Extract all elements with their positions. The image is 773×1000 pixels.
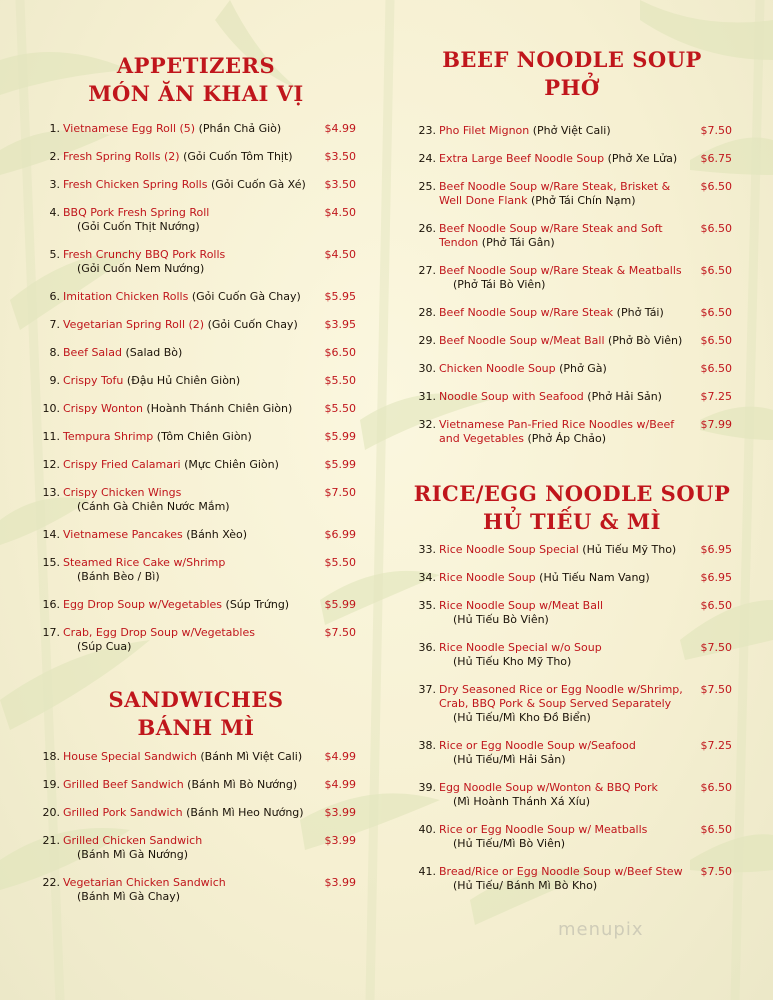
item-name-english: Rice Noodle Soup w/Meat Ball	[439, 599, 604, 612]
item-number: 28.	[418, 306, 436, 319]
item-name-english: Grilled Pork Sandwich	[63, 806, 183, 819]
item-name-english: Bread/Rice or Egg Noodle Soup w/Beef Stew	[439, 865, 683, 878]
item-description	[63, 290, 315, 304]
item-description	[63, 178, 315, 192]
item-price: $6.50	[700, 362, 732, 375]
item-name-vietnamese: (Tôm Chiên Giòn)	[153, 430, 252, 443]
item-number: 35.	[418, 599, 436, 612]
item-number: 2.	[49, 150, 60, 163]
item-description	[439, 418, 691, 446]
item-number: 24.	[418, 152, 436, 165]
item-name-english: Tempura Shrimp	[63, 430, 154, 443]
item-name-english: House Special Sandwich	[63, 750, 197, 763]
item-price: $7.25	[700, 739, 732, 752]
item-name-vietnamese: (Phở Tái Bò Viên)	[453, 278, 546, 291]
item-name-english: Chicken Noodle Soup	[439, 362, 556, 375]
menupix-watermark: menupix	[558, 919, 644, 940]
item-name-english: Grilled Beef Sandwich	[63, 778, 184, 791]
section-title-vietnamese: BÁNH MÌ	[137, 715, 255, 740]
item-number: 26.	[418, 222, 436, 235]
item-name-english: Crispy Wonton	[63, 402, 143, 415]
item-price: $6.50	[324, 346, 356, 359]
item-name-english: Rice Noodle Soup	[439, 571, 536, 584]
item-name-english: Beef Noodle Soup w/Meat Ball	[439, 334, 605, 347]
item-description	[63, 346, 315, 360]
item-number: 34.	[418, 571, 436, 584]
item-description	[439, 390, 691, 404]
item-name-vietnamese: (Gỏi Cuốn Gà Chay)	[188, 290, 301, 303]
item-name-english: Imitation Chicken Rolls	[63, 290, 189, 303]
section-title-english: SANDWICHES	[108, 687, 284, 712]
item-number: 1.	[49, 122, 60, 135]
item-name-vietnamese: (Gỏi Cuốn Tôm Thịt)	[179, 150, 293, 163]
item-name-vietnamese: (Phở Tái)	[613, 306, 664, 319]
item-number: 19.	[42, 778, 60, 791]
item-price: $3.99	[324, 876, 356, 889]
item-price: $7.50	[700, 124, 732, 137]
item-description	[63, 374, 315, 388]
item-number: 37.	[418, 683, 436, 696]
item-description	[63, 458, 315, 472]
item-name-english: Fresh Crunchy BBQ Pork Rolls	[63, 248, 226, 261]
item-name-vietnamese: (Gỏi Cuốn Gà Xé)	[207, 178, 306, 191]
item-name-vietnamese: (Mì Hoành Thánh Xá Xíu)	[453, 795, 591, 808]
item-description	[63, 206, 315, 234]
item-name-english: Beef Noodle Soup w/Rare Steak & Meatballs	[439, 264, 682, 277]
item-price: $6.50	[700, 180, 732, 193]
item-name-english: Crispy Tofu	[63, 374, 124, 387]
item-price: $3.99	[324, 806, 356, 819]
item-description	[63, 778, 315, 792]
item-name-english: Beef Salad	[63, 346, 122, 359]
section-title-english: APPETIZERS	[116, 53, 276, 78]
item-price: $6.50	[700, 823, 732, 836]
item-name-vietnamese: (Hủ Tiếu/ Bánh Mì Bò Kho)	[453, 879, 598, 892]
section-title-vietnamese: MÓN ĂN KHAI VỊ	[88, 81, 304, 106]
item-price: $6.50	[700, 334, 732, 347]
item-name-vietnamese: (Phở Việt Cali)	[529, 124, 611, 137]
item-name-english: Rice or Egg Noodle Soup w/ Meatballs	[439, 823, 648, 836]
item-description	[439, 543, 691, 557]
item-name-vietnamese: (Hủ Tiếu/Mì Bò Viên)	[453, 837, 566, 850]
item-number: 29.	[418, 334, 436, 347]
item-description	[63, 122, 315, 136]
item-name-vietnamese: (Bánh Xèo)	[182, 528, 248, 541]
item-number: 21.	[42, 834, 60, 847]
item-number: 13.	[42, 486, 60, 499]
item-price: $5.50	[324, 374, 356, 387]
item-name-english: Rice Noodle Special w/o Soup	[439, 641, 602, 654]
item-price: $3.50	[324, 150, 356, 163]
item-description	[63, 486, 315, 514]
item-price: $5.50	[324, 402, 356, 415]
item-price: $7.25	[700, 390, 732, 403]
item-description	[63, 318, 315, 332]
item-number: 38.	[418, 739, 436, 752]
item-number: 36.	[418, 641, 436, 654]
item-price: $5.95	[324, 290, 356, 303]
item-description	[439, 599, 691, 627]
section-title-vietnamese: PHỞ	[544, 75, 600, 100]
item-number: 39.	[418, 781, 436, 794]
item-number: 40.	[418, 823, 436, 836]
item-price: $7.50	[700, 641, 732, 654]
item-name-english: Grilled Chicken Sandwich	[63, 834, 203, 847]
item-number: 16.	[42, 598, 60, 611]
item-description	[63, 150, 315, 164]
item-description	[439, 362, 691, 376]
item-description	[439, 222, 691, 250]
item-name-english: Egg Noodle Soup w/Wonton & BBQ Pork	[439, 781, 658, 794]
item-description	[63, 430, 315, 444]
item-price: $6.50	[700, 264, 732, 277]
item-name-vietnamese: (Hủ Tiếu/Mì Hải Sản)	[453, 753, 566, 766]
item-number: 9.	[49, 374, 60, 387]
item-name-vietnamese: (Mực Chiên Giòn)	[180, 458, 279, 471]
item-name-vietnamese: (Phở Tái Chín Nạm)	[527, 194, 636, 207]
item-name-vietnamese: (Bánh Mì Gà Nướng)	[77, 848, 188, 861]
item-name-vietnamese: (Phần Chả Giò)	[195, 122, 282, 135]
item-price: $7.50	[700, 683, 732, 696]
item-number: 5.	[49, 248, 60, 261]
item-name-english: Crispy Fried Calamari	[63, 458, 181, 471]
item-name-english: Beef Noodle Soup w/Rare Steak and Soft Tendon	[439, 222, 663, 249]
item-name-english: Vegetarian Chicken Sandwich	[63, 876, 226, 889]
item-name-vietnamese: (Bánh Mì Việt Cali)	[196, 750, 303, 763]
item-number: 6.	[49, 290, 60, 303]
item-price: $6.50	[700, 781, 732, 794]
item-price: $7.50	[324, 486, 356, 499]
item-number: 12.	[42, 458, 60, 471]
item-name-english: Beef Noodle Soup w/Rare Steak, Brisket & Well Done Flank	[439, 180, 671, 207]
item-price: $7.50	[324, 626, 356, 639]
item-description	[439, 124, 691, 138]
item-name-vietnamese: (Phở Xe Lửa)	[604, 152, 678, 165]
item-description	[63, 834, 315, 862]
section-heading-sandwiches	[36, 686, 356, 742]
item-number: 14.	[42, 528, 60, 541]
section-heading-appetizers	[36, 52, 356, 108]
item-description	[63, 626, 315, 654]
item-description	[439, 180, 691, 208]
item-number: 33.	[418, 543, 436, 556]
item-name-vietnamese: (Gỏi Cuốn Nem Nướng)	[77, 262, 205, 275]
item-name-vietnamese: (Bánh Mì Bò Nướng)	[183, 778, 298, 791]
item-description	[439, 739, 691, 767]
item-number: 27.	[418, 264, 436, 277]
item-description	[439, 683, 691, 725]
item-name-vietnamese: (Phở Tái Gân)	[478, 236, 555, 249]
item-number: 3.	[49, 178, 60, 191]
item-name-english: Rice Noodle Soup Special	[439, 543, 579, 556]
item-price: $6.95	[700, 571, 732, 584]
item-price: $7.99	[700, 418, 732, 431]
item-name-vietnamese: (Hủ Tiếu Nam Vang)	[535, 571, 650, 584]
item-price: $4.99	[324, 750, 356, 763]
item-price: $6.50	[700, 222, 732, 235]
item-price: $4.99	[324, 778, 356, 791]
item-name-vietnamese: (Phở Áp Chảo)	[523, 432, 607, 445]
item-price: $6.50	[700, 306, 732, 319]
item-name-english: Steamed Rice Cake w/Shrimp	[63, 556, 226, 569]
item-number: 41.	[418, 865, 436, 878]
item-price: $6.95	[700, 543, 732, 556]
item-name-vietnamese: (Bánh Mì Gà Chay)	[77, 890, 181, 903]
item-name-english: Vegetarian Spring Roll (2)	[63, 318, 205, 331]
item-name-english: BBQ Pork Fresh Spring Roll	[63, 206, 210, 219]
item-name-vietnamese: (Đậu Hủ Chiên Giòn)	[123, 374, 241, 387]
item-name-vietnamese: (Hủ Tiếu/Mì Kho Đồ Biển)	[453, 711, 591, 724]
item-number: 20.	[42, 806, 60, 819]
item-price: $5.99	[324, 598, 356, 611]
item-name-english: Egg Drop Soup w/Vegetables	[63, 598, 223, 611]
item-number: 31.	[418, 390, 436, 403]
item-name-english: Vietnamese Pancakes	[63, 528, 183, 541]
item-name-english: Vietnamese Pan-Fried Rice Noodles w/Beef and Vegetables	[439, 418, 675, 445]
item-description	[63, 528, 315, 542]
item-price: $3.99	[324, 834, 356, 847]
item-name-vietnamese: (Hoành Thánh Chiên Giòn)	[142, 402, 293, 415]
item-name-vietnamese: (Hủ Tiếu Mỹ Tho)	[578, 543, 677, 556]
section-title-english: RICE/EGG NOODLE SOUP	[413, 481, 731, 506]
item-number: 15.	[42, 556, 60, 569]
item-description	[439, 823, 691, 851]
item-description	[63, 750, 315, 764]
item-name-english: Fresh Spring Rolls (2)	[63, 150, 180, 163]
item-number: 32.	[418, 418, 436, 431]
item-name-english: Fresh Chicken Spring Rolls	[63, 178, 208, 191]
item-name-english: Crispy Chicken Wings	[63, 486, 182, 499]
item-name-english: Vietnamese Egg Roll (5)	[63, 122, 196, 135]
item-description	[63, 876, 315, 904]
item-name-vietnamese: (Gỏi Cuốn Thịt Nướng)	[77, 220, 200, 233]
item-price: $3.95	[324, 318, 356, 331]
item-name-vietnamese: (Phở Bò Viên)	[604, 334, 683, 347]
item-price: $5.50	[324, 556, 356, 569]
item-name-vietnamese: (Phở Hải Sản)	[583, 390, 662, 403]
item-description	[63, 556, 315, 584]
item-number: 23.	[418, 124, 436, 137]
item-name-vietnamese: (Bánh Bèo / Bì)	[77, 570, 160, 583]
item-description	[439, 264, 691, 292]
section-title-english: BEEF NOODLE SOUP	[442, 47, 702, 72]
item-price: $6.75	[700, 152, 732, 165]
item-name-english: Extra Large Beef Noodle Soup	[439, 152, 605, 165]
item-number: 8.	[49, 346, 60, 359]
item-price: $6.99	[324, 528, 356, 541]
item-number: 11.	[42, 430, 60, 443]
item-price: $3.50	[324, 178, 356, 191]
item-number: 22.	[42, 876, 60, 889]
item-name-vietnamese: (Hủ Tiếu Kho Mỹ Tho)	[453, 655, 572, 668]
item-name-vietnamese: (Bánh Mì Heo Nướng)	[182, 806, 304, 819]
item-description	[63, 402, 315, 416]
item-price: $5.99	[324, 458, 356, 471]
item-name-vietnamese: (Súp Cua)	[77, 640, 132, 653]
item-price: $7.50	[700, 865, 732, 878]
section-title-vietnamese: HỦ TIẾU & MÌ	[483, 509, 661, 534]
item-name-vietnamese: (Phở Gà)	[555, 362, 607, 375]
item-number: 30.	[418, 362, 436, 375]
item-number: 17.	[42, 626, 60, 639]
item-name-english: Beef Noodle Soup w/Rare Steak	[439, 306, 614, 319]
item-name-english: Rice or Egg Noodle Soup w/Seafood	[439, 739, 636, 752]
item-number: 18.	[42, 750, 60, 763]
item-description	[63, 248, 315, 276]
item-description	[63, 598, 315, 612]
item-price: $4.50	[324, 248, 356, 261]
item-number: 25.	[418, 180, 436, 193]
item-description	[439, 641, 691, 669]
item-price: $4.99	[324, 122, 356, 135]
item-description	[439, 781, 691, 809]
item-name-english: Pho Filet Mignon	[439, 124, 530, 137]
item-name-vietnamese: (Salad Bò)	[121, 346, 183, 359]
item-number: 4.	[49, 206, 60, 219]
section-heading-beef-noodle-soup	[412, 46, 732, 102]
item-price: $4.50	[324, 206, 356, 219]
item-price: $5.99	[324, 430, 356, 443]
item-description	[439, 152, 691, 166]
item-description	[439, 865, 691, 893]
item-name-vietnamese: (Gỏi Cuốn Chay)	[204, 318, 298, 331]
item-name-vietnamese: (Hủ Tiếu Bò Viên)	[453, 613, 549, 626]
item-name-english: Noodle Soup with Seafood	[439, 390, 584, 403]
item-number: 7.	[49, 318, 60, 331]
item-name-english: Dry Seasoned Rice or Egg Noodle w/Shrimp, Crab, BBQ Pork & Soup Served Separately	[439, 683, 683, 710]
item-description	[439, 306, 691, 320]
item-name-vietnamese: (Cánh Gà Chiên Nước Mắm)	[77, 500, 230, 513]
item-name-vietnamese: (Súp Trứng)	[222, 598, 290, 611]
item-name-english: Crab, Egg Drop Soup w/Vegetables	[63, 626, 255, 639]
section-heading-rice-egg-noodle-soup	[412, 480, 732, 536]
item-description	[439, 334, 691, 348]
item-description	[63, 806, 315, 820]
item-price: $6.50	[700, 599, 732, 612]
item-number: 10.	[42, 402, 60, 415]
item-description	[439, 571, 691, 585]
